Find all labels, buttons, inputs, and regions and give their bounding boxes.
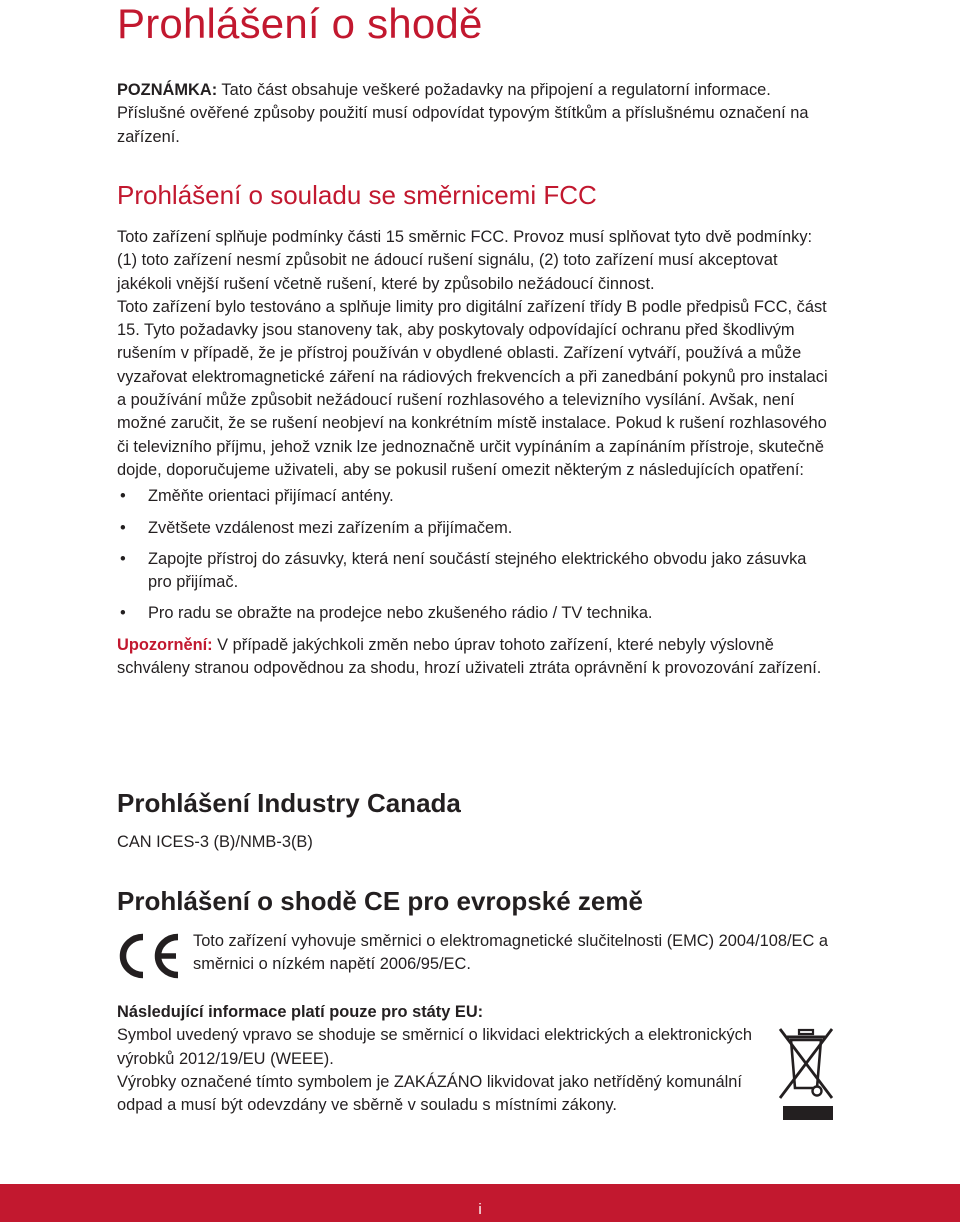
warning-text: V případě jakýchkoli změn nebo úprav tohoto zařízení, které nebyly výslovně schváleny stranou odpovědnou za shodu, hrozí uživateli ztráta oprávnění k provozování zařízení. [117, 635, 822, 678]
page-number: i [478, 1201, 482, 1218]
list-item [117, 517, 833, 540]
ce-mark-icon [116, 932, 182, 980]
bullet-icon: • [120, 487, 126, 506]
industry-canada-heading: Prohlášení Industry Canada [117, 788, 461, 818]
eu-info-label: Následující informace platí pouze pro státy EU: [117, 1003, 484, 1021]
bullet-icon: • [120, 549, 126, 568]
fcc-section [117, 226, 833, 680]
list-item [117, 548, 833, 595]
list-item-text: Zapojte přístroj do zásuvky, která není součástí stejného elektrického obvodu jako zásuvka pro přijímač. [148, 549, 807, 592]
eu-info [117, 1001, 767, 1117]
list-item-text: Změňte orientaci přijímací antény. [148, 487, 394, 506]
eu-info-line-1: Symbol uvedený vpravo se shoduje se směrnicí o likvidaci elektrických a elektronických výrobků 2012/19/EU (WEEE). [117, 1026, 752, 1068]
fcc-paragraph-1: Toto zařízení splňuje podmínky části 15 směrnic FCC. Provoz musí splňovat tyto dvě podmínky: (1) toto zařízení nesmí způsobit ne ádoucí rušení signálu, (2) toto zařízení musí akceptovat jakékoli vnější rušení včetně rušení, které by způsobilo nežádoucí činnost. [117, 228, 813, 293]
industry-canada-text: CAN ICES-3 (B)/NMB-3(B) [117, 833, 313, 851]
crossed-out-wheelie-bin-icon [777, 1024, 837, 1122]
page-title: Prohlášení o shodě [117, 0, 483, 47]
list-item-text: Pro radu se obražte na prodejce nebo zkušeného rádio / TV technika. [148, 604, 653, 623]
list-item-text: Zvětšete vzdálenost mezi zařízením a přijímačem. [148, 518, 513, 537]
ce-heading: Prohlášení o shodě CE pro evropské země [117, 886, 643, 916]
note-label: POZNÁMKA: [117, 81, 218, 99]
list-item [117, 485, 833, 508]
fcc-measures-list [117, 485, 833, 625]
warning-label: Upozornění: [117, 635, 213, 654]
fcc-paragraph-2: Toto zařízení bylo testováno a splňuje limity pro digitální zařízení třídy B podle předpisů FCC, část 15. Tyto požadavky jsou stanoveny tak, aby poskytovaly odpovídající ochranu před škodlivým rušením v případě, že je přístroj používán v obydlené oblasti. Zařízení vytváří, používá a může vyzařovat elektromagnetické záření na rádiových frekvencích a při zanedbání pokynů pro instalaci a používání může způsobit nežádoucí rušení rozhlasového a televizního vysílání. Avšak, není možné zaručit, že se rušení neobjeví na konkrétním místě instalace. Pokud k rušení rozhlasového či televizního příjmu, jehož vznik lze jednoznačně určit vypínáním a zapínáním přístroje, skutečně dojde, doporučujeme uživateli, aby se pokusil rušení omezit některým z následujících opatření: [117, 297, 828, 479]
note-text: Tato část obsahuje veškeré požadavky na připojení a regulatorní informace. Příslušné ověřené způsoby použití musí odpovídat typovým štítkům a příslušnému označení na zařízení. [117, 81, 809, 146]
bullet-icon: • [120, 604, 126, 623]
eu-info-line-2: Výrobky označené tímto symbolem je ZAKÁZÁNO likvidovat jako netříděný komunální odpad a musí být odevzdány ve sběrně v souladu s místními zákony. [117, 1072, 742, 1115]
note-paragraph [117, 79, 833, 149]
fcc-heading: Prohlášení o souladu se směrnicemi FCC [117, 180, 597, 210]
fcc-warning [117, 634, 833, 681]
list-item [117, 602, 833, 625]
ce-text: Toto zařízení vyhovuje směrnici o elektromagnetické slučitelnosti (EMC) 2004/108/EC a směrnici o nízkém napětí 2006/95/EC. [193, 932, 828, 974]
bullet-icon: • [120, 518, 126, 537]
